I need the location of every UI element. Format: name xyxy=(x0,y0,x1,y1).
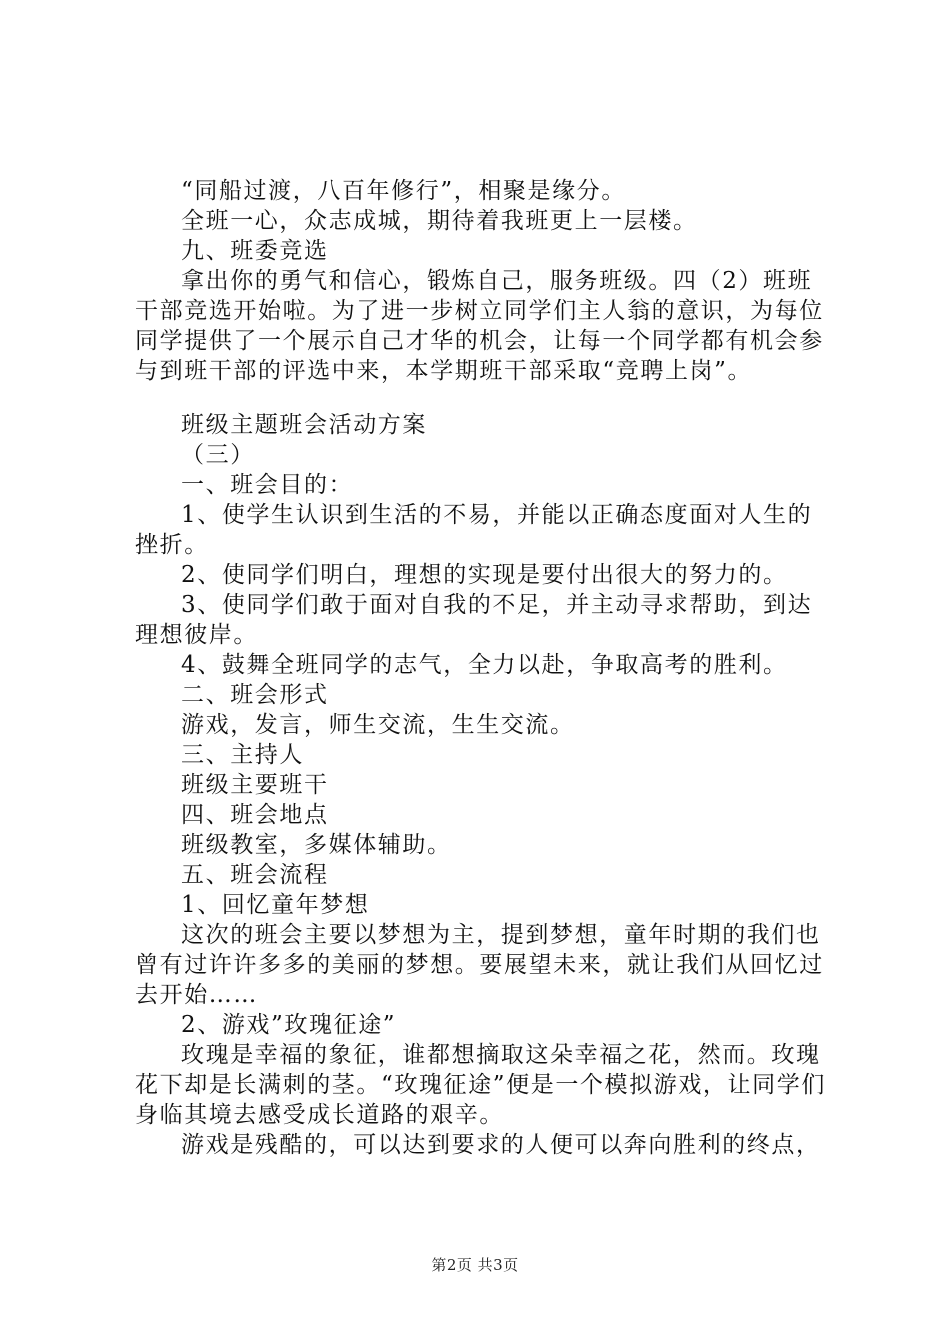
subsection-heading: 2、游戏”玫瑰征途” xyxy=(181,1012,397,1038)
paragraph-gap xyxy=(135,386,835,410)
document-body xyxy=(135,176,835,1160)
list-item: 4、鼓舞全班同学的志气，全力以赴，争取高考的胜利。 xyxy=(181,652,788,678)
paragraph: 班级教室，多媒体辅助。 xyxy=(181,832,452,858)
paragraph: 拿出你的勇气和信心，锻炼自己，服务班级。四（2）班班干部竞选开始啦。为了进一步树立同学们主人翁的意识，为每位同学提供了一个展示自己才华的机会，让每一个同学都有机会参与到班干部的评选中来，本学期班干部采取“竞聘上岗”。 xyxy=(135,268,824,384)
section-heading: 三、主持人 xyxy=(181,742,304,768)
section-heading: 二、班会形式 xyxy=(181,682,329,708)
paragraph: 游戏是残酷的，可以达到要求的人便可以奔向胜利的终点， xyxy=(181,1132,821,1158)
list-item: 2、使同学们明白，理想的实现是要付出很大的努力的。 xyxy=(181,562,788,588)
list-item: 3、使同学们敢于面对自我的不足，并主动寻求帮助，到达理想彼岸。 xyxy=(135,592,813,648)
section-heading: 五、班会流程 xyxy=(181,862,329,888)
paragraph: 游戏，发言，师生交流，生生交流。 xyxy=(181,712,575,738)
list-item: 1、使学生认识到生活的不易，并能以正确态度面对人生的挫折。 xyxy=(135,502,813,558)
paragraph: 这次的班会主要以梦想为主，提到梦想，童年时期的我们也曾有过许许多多的美丽的梦想。要展望未来，就让我们从回忆过去开始…… xyxy=(135,922,824,1008)
section-heading: 九、班委竞选 xyxy=(181,238,329,264)
section-heading: 一、班会目的： xyxy=(181,472,354,498)
paragraph: “同船过渡，八百年修行”，相聚是缘分。 xyxy=(181,178,626,204)
page-footer: 第2页 共3页 xyxy=(431,1256,519,1274)
subsection-heading: 1、回忆童年梦想 xyxy=(181,892,370,918)
section-heading: 四、班会地点 xyxy=(181,802,329,828)
paragraph: 全班一心，众志成城，期待着我班更上一层楼。 xyxy=(181,208,698,234)
document-title: 班级主题班会活动方案 xyxy=(181,412,427,438)
paragraph: 班级主要班干 xyxy=(181,772,329,798)
document-subtitle: （三） xyxy=(181,442,255,468)
paragraph: 玫瑰是幸福的象征，谁都想摘取这朵幸福之花，然而。玫瑰花下却是长满刺的茎。“玫瑰征途”便是一个模拟游戏，让同学们身临其境去感受成长道路的艰辛。 xyxy=(135,1042,826,1128)
